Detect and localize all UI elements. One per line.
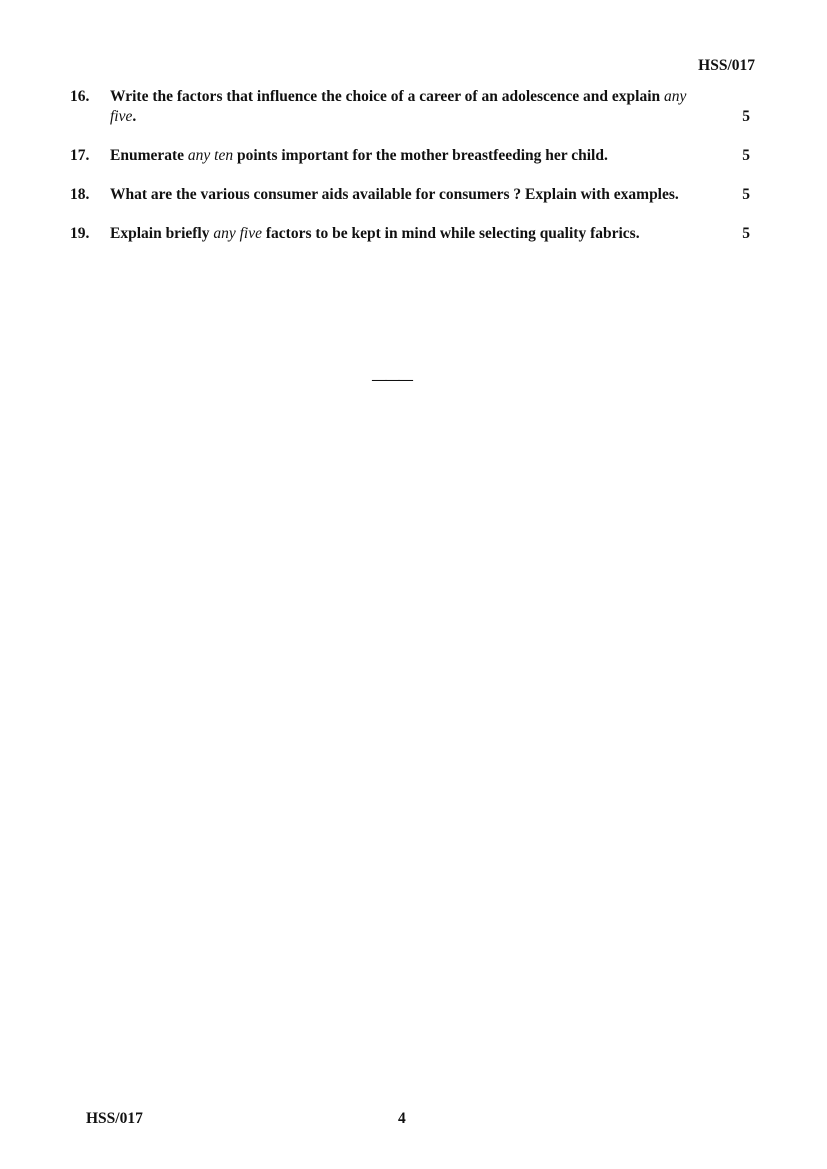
question-body bbox=[110, 87, 750, 127]
question-body bbox=[110, 146, 750, 166]
question-16 bbox=[70, 87, 750, 127]
question-text-end: . bbox=[132, 108, 137, 125]
question-marks: 5 bbox=[742, 186, 750, 203]
question-text: What are the various consumer aids available for consumers ? Explain with examples. bbox=[110, 186, 679, 203]
question-tail-line bbox=[110, 107, 750, 127]
question-text-post: points important for the mother breastfeeding her child. bbox=[233, 147, 608, 164]
question-marks: 5 bbox=[742, 147, 750, 164]
question-marks: 5 bbox=[742, 108, 750, 125]
question-text bbox=[110, 146, 740, 166]
question-text-pre: Enumerate bbox=[110, 147, 188, 164]
question-17 bbox=[70, 146, 750, 166]
question-text-emphasis: any five bbox=[213, 225, 262, 242]
question-text-main: Write the factors that influence the choice of a career of an adolescence and explain bbox=[110, 88, 665, 105]
question-body bbox=[110, 185, 750, 205]
question-text-pre: Explain briefly bbox=[110, 225, 214, 242]
question-18 bbox=[70, 185, 750, 205]
question-marks: 5 bbox=[742, 225, 750, 242]
question-text bbox=[110, 224, 740, 244]
question-list bbox=[70, 87, 750, 263]
end-of-paper-mark: ——— bbox=[372, 372, 411, 388]
question-text-emphasis: five bbox=[110, 108, 133, 125]
footer-paper-code: HSS/017 bbox=[86, 1110, 143, 1127]
question-text-post: factors to be kept in mind while selecting quality fabrics. bbox=[262, 225, 640, 242]
question-text-emphasis: any bbox=[664, 88, 687, 105]
question-number: 19. bbox=[70, 225, 90, 242]
question-text bbox=[110, 87, 750, 107]
question-number: 18. bbox=[70, 186, 90, 203]
header-paper-code: HSS/017 bbox=[698, 57, 755, 74]
question-number: 16. bbox=[70, 88, 90, 105]
question-number: 17. bbox=[70, 147, 90, 164]
question-text-continuation bbox=[110, 107, 136, 127]
question-text-emphasis: any ten bbox=[187, 147, 234, 164]
question-19 bbox=[70, 224, 750, 244]
page-number: 4 bbox=[398, 1110, 406, 1127]
question-body bbox=[110, 224, 750, 244]
